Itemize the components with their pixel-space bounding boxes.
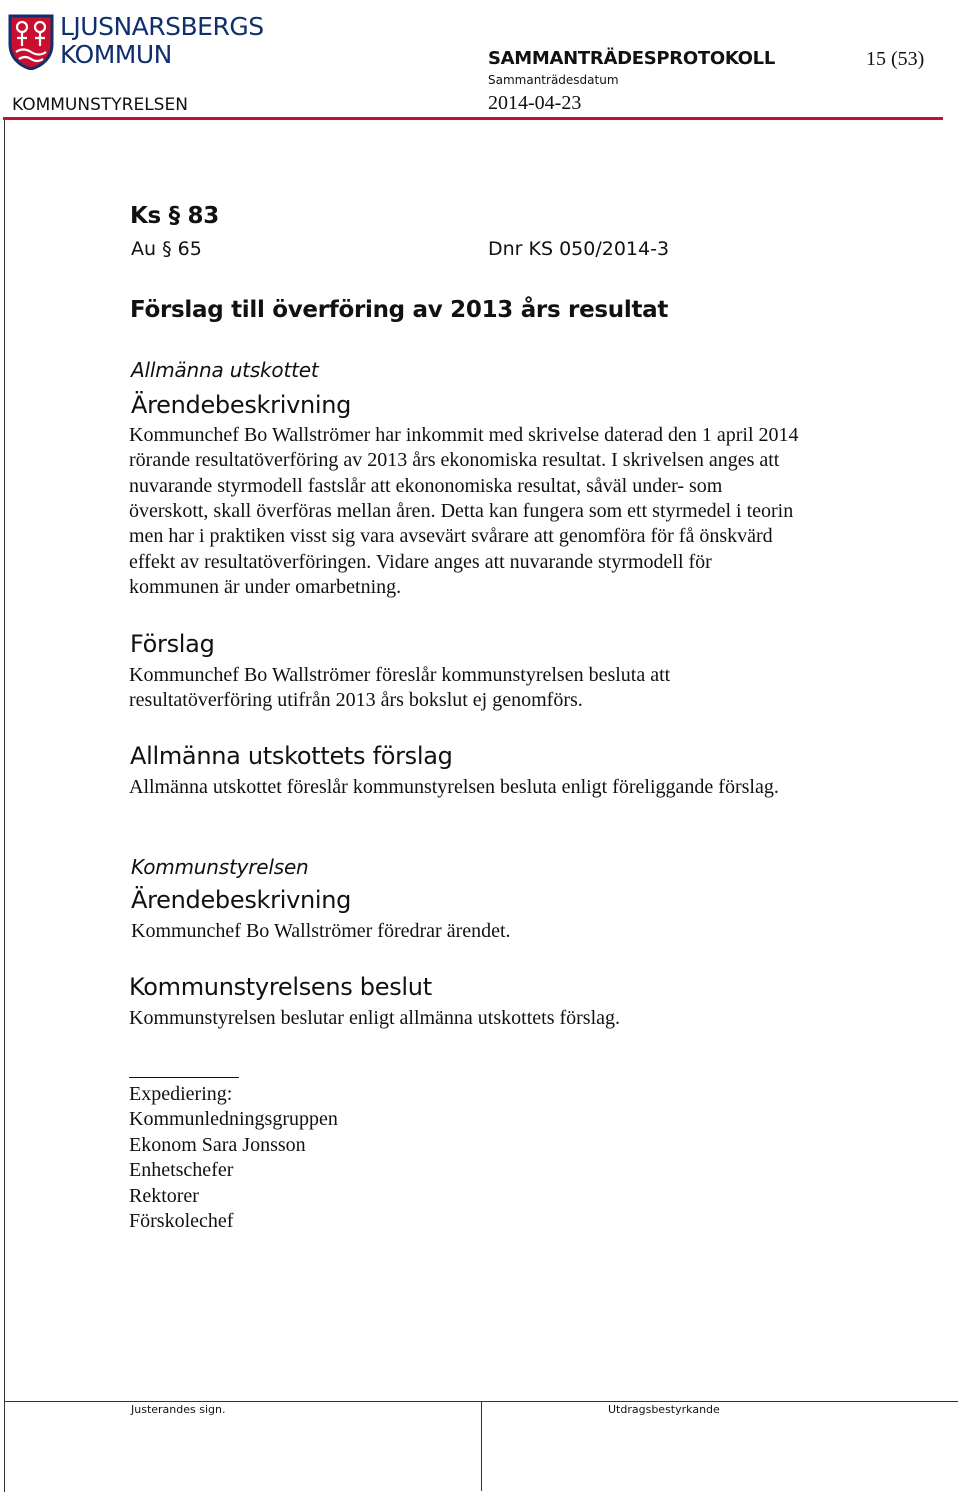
document-type: SAMMANTRÄDESPROTOKOLL (488, 48, 776, 69)
proposal-text-line: Kommunchef Bo Wallströmer föreslår kommunstyrelsen besluta att (129, 664, 671, 686)
committee-proposal-text: Allmänna utskottet föreslår kommunstyrelsen besluta enligt föreliggande förslag. (129, 776, 779, 798)
case-title: Förslag till överföring av 2013 års resultat (130, 297, 669, 323)
proposal-text-line: resultatöverföring utifrån 2013 års bokslut ej genomförs. (129, 689, 583, 711)
case-ks-number: Ks § 83 (130, 203, 219, 229)
department-name: KOMMUNSTYRELSEN (12, 95, 188, 115)
committee-section-heading: Ärendebeskrivning (131, 391, 352, 419)
org-name-line2: KOMMUN (60, 40, 172, 69)
page-number: 15 (53) (866, 48, 925, 70)
committee-name: Allmänna utskottet (131, 358, 319, 382)
board-name: Kommunstyrelsen (131, 855, 309, 879)
committee-text-line: rörande resultatöverföring av 2013 års ekonomiska resultat. I skrivelsen anges att (129, 449, 780, 471)
distribution-recipient: Ekonom Sara Jonsson (129, 1134, 306, 1156)
distribution-recipient: Kommunledningsgruppen (129, 1108, 338, 1130)
distribution-recipient: Enhetschefer (129, 1159, 234, 1181)
distribution-recipient: Förskolechef (129, 1210, 234, 1232)
case-au-number: Au § 65 (131, 238, 202, 260)
excerpt-certification-label: Utdragsbestyrkande (608, 1403, 720, 1416)
distribution-rule (129, 1077, 239, 1078)
proposal-heading: Förslag (130, 630, 215, 658)
committee-text-line: överskott, skall överföras mellan åren. Detta kan fungera som ett styrmedel i teorin (129, 500, 794, 522)
decision-text: Kommunstyrelsen beslutar enligt allmänna utskottets förslag. (129, 1007, 621, 1029)
coat-of-arms-icon (8, 14, 54, 70)
committee-text-line: kommunen är under omarbetning. (129, 576, 402, 598)
committee-text-line: men har i praktiken visst sig vara avsevärt svårare att genomföra för få önskvärd (129, 525, 773, 547)
case-dnr: Dnr KS 050/2014-3 (488, 238, 670, 260)
left-margin-line (4, 120, 5, 1492)
committee-text-line: effekt av resultatöverföringen. Vidare anges att nuvarande styrmodell för (129, 551, 712, 573)
distribution-recipient: Rektorer (129, 1185, 199, 1207)
org-name-line1: LJUSNARSBERGS (60, 12, 264, 41)
board-section-heading: Ärendebeskrivning (131, 886, 352, 914)
date-label: Sammanträdesdatum (488, 73, 619, 87)
distribution-label: Expediering: (129, 1083, 233, 1105)
committee-text-line: Kommunchef Bo Wallströmer har inkommit med skrivelse daterad den 1 april 2014 (129, 424, 799, 446)
meeting-date: 2014-04-23 (488, 92, 582, 114)
decision-heading: Kommunstyrelsens beslut (129, 973, 432, 1001)
committee-proposal-heading: Allmänna utskottets förslag (130, 742, 453, 770)
board-text: Kommunchef Bo Wallströmer föredrar ärendet. (131, 920, 511, 942)
footer-column-divider (481, 1401, 482, 1491)
signature-label: Justerandes sign. (131, 1403, 226, 1416)
committee-text-line: nuvarande styrmodell fastslår att ekononomiska resultat, såväl under- som (129, 475, 723, 497)
header-divider (3, 117, 943, 120)
